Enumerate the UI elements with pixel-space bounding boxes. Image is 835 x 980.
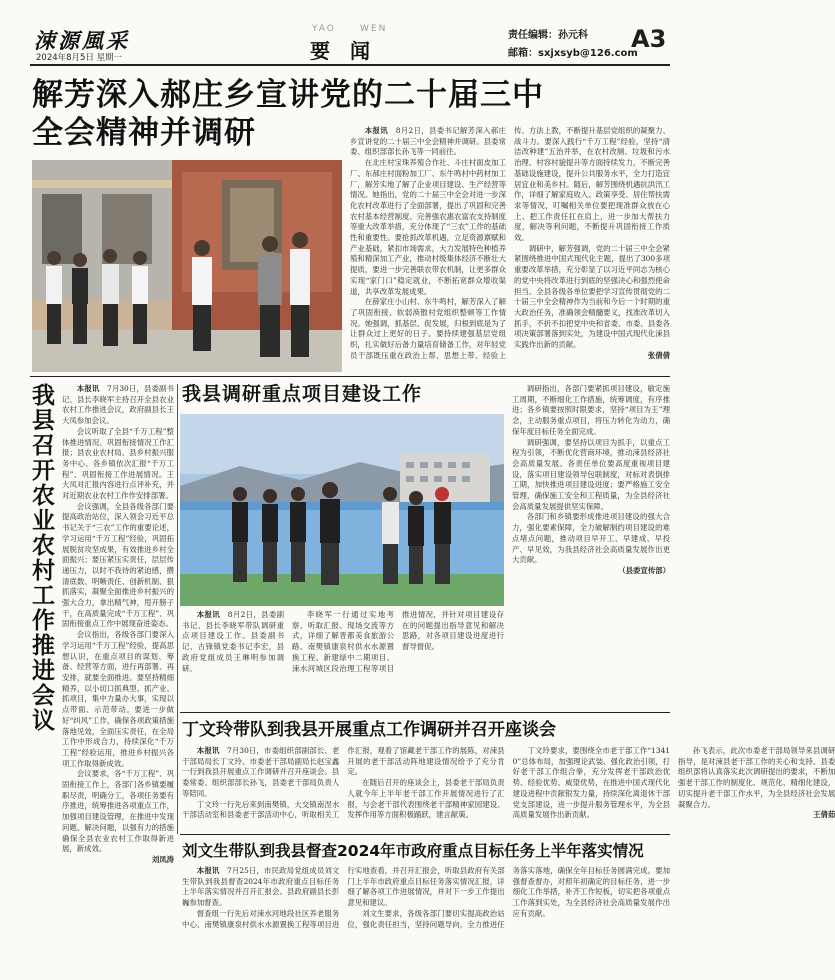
lead-date: 8月2日，: [395, 126, 430, 135]
agri-para-2: 会议听取了全县“千万工程”整体推进情况、巩固衔接情况工作汇报；县农业农村局、县乡村振兴服务中心、各乡镇依次汇报“千万工程”、巩固衔接工作进展情况。王大凤对汇报内容进行点评补充，并对近期农业农村工作作安排部署。: [62, 426, 174, 501]
liu-para-1: 市民政局党组成员刘文生带队到我县督查2024年市政府重点目标任务上半年落实情况并召开汇报会。县政府副县长彭巍参加督查。: [182, 866, 340, 908]
proj-photo: [180, 414, 504, 606]
agri-body: [62, 384, 174, 952]
dingwen-para-2: 丁文玲一行先后来到南樊镇，大交镇南涅水干部活动室和县委老干部活动中心，听取相关工作汇报，观看了馆藏老干部工作的展陈，对涑县开展的老干部活动阵地建设情况给予了充分肯定。: [182, 746, 505, 820]
lead-headline-line2: 全会精神并调研: [32, 115, 256, 151]
dingwen-byline: 本报讯: [196, 746, 220, 755]
agri-headline: 我县召开农业农村工作推进会议: [32, 383, 55, 734]
liu-body: [182, 866, 670, 958]
dingwen-headline: 丁文玲带队到我县开展重点工作调研并召开座谈会: [182, 720, 556, 740]
liu-para-2: 督查组一行先后对涑水河地段社区养老服务中心、南樊镇康泉村供水水源置换工程等项目进行实地查看，并召开汇报会，听取县政府有关部门上半年市政府重点目标任务落实情况汇报，详细了解各项工作进展情况，并对下一步工作提出意见和建议。: [182, 866, 505, 929]
dingwen-para-3: 在随后召开的座谈会上，县委老干部局负责人就今年上半年老干部工作开展情况进行了汇报，与会老干部代表围绕老干部精神家园建设、发挥作用等方面积极踊跃，建言献策。: [347, 778, 505, 820]
page-number: A3: [631, 25, 667, 53]
proj-body-lower: [182, 610, 504, 704]
proj-sign: （县委宣传部）: [618, 565, 670, 575]
lead-bottom-rule: [30, 376, 670, 377]
proj-para-5: 各部门和乡镇要形成推进项目建设的强大合力，强化要素保障，全力破解制约项目建设的难点堵点问题，推动项目早开工、早建成、早投产、早见效，为我县经济社会高质量发展作出更大贡献。: [512, 512, 670, 565]
issue-date: 2024年8月5日 星期一: [36, 53, 123, 63]
proj-body-right: [512, 384, 670, 704]
dingwen-author: 王倩茹: [813, 810, 835, 820]
agri-author: 刘凤涛: [151, 854, 174, 864]
dingwen-bottom-rule: [180, 834, 670, 835]
proj-para-1: 县委副书记、县长李晓军带队调研重点项目建设工作。县委副书记、古锋镇党委书记李宏，县政府党组成员王琳明参加调研。: [182, 610, 284, 673]
proj-bottom-rule: [180, 712, 670, 713]
lead-author: 张倩倩: [647, 350, 670, 360]
dingwen-date: 7月30日，: [226, 746, 265, 755]
lead-byline: 本报讯: [364, 126, 388, 135]
agri-para-3: 会议强调，全县各级各部门要提高政治站位，深入领会习近平总书记关于“三农”工作的重要论述，学习运用“千万工程”经验，巩固拓展脱贫攻坚成果，有效推进乡村全面振兴；要压紧压实责任，层层传递压力，以时不我待的紧迫感，攒清底数、明晰责任、创新机制、狠抓落实，凝聚全面推进乡村振兴的强大合力，拿出精气神，甩开膀子干，在高质量完成“千万工程”、巩固衔接重点工作中展现奋进姿态。: [62, 501, 174, 629]
agri-date: 7月30日，: [106, 384, 144, 393]
liu-headline: 刘文生带队到我县督查2024年市政府重点目标任务上半年落实情况: [182, 842, 644, 860]
liu-byline: 本报讯: [196, 866, 220, 875]
column-divider: [177, 384, 178, 834]
proj-para-3: 调研指出，各部门要紧抓项目建设，敏定施工周期，不断细化工作措施，统筹调度，有序推进；各乡镇要按照时限要求，坚持“项目为王”理念，主动服务重点项目，将压力转化为动力，确保年度目标任务全面完成。: [512, 384, 670, 436]
agri-byline: 本报讯: [76, 384, 100, 393]
agri-para-5: 会议要求，各“千万工程”、巩固衔接工作上，各部门各乡镇要履职尽责，明确分工，各项任务要有序推进，统筹推进各项重点工作，加强项目建设管理，在推进中发现问题、解决问题，以强有力的措施确保全县农业农村工作取得新进展，新成效。: [62, 769, 174, 854]
agri-para-1: 县委副书记、县长李晓军主持召开全县农业农村工作推进会议，政府副县长王大凤参加会议。: [62, 384, 174, 426]
proj-byline: 本报讯: [196, 610, 221, 619]
pinyin-yao: YAO: [312, 24, 336, 34]
masthead: [30, 22, 670, 62]
agri-para-4: 会议指出，各级各部门要深入学习运用“千万工程”经验，提高思想认识，在重点项目的谋划、筹备、经营等方面，进行再部署、再安排，就要全面推进。要坚持精细精养，以小切口抓典型、抓产业、抓项目，集中力量办大事，实现以点带面、示范带动。要进一步做好“纠风”工作，确保各项政策措施落地见效，全面压实责任，在全局工作中形成合力，持续深化“千万工程”经验运用，推进乡村振兴各项工作取得新成效。: [62, 630, 174, 768]
lead-para-3: 在薛家庄小山村、东牛鸣村，解芳深入了解了巩固衔接、软弱涣散村党组织整顿等工作情况。她强调，抓基层、促发展，归根到底是为了让群众过上更好的日子。要持续建强基层党组织，扎实做好后备力量培育储备工作，对年轻党员干部既压重在政治上帮、思想上带、经验上传、方法上教，不断提升基层党组织的凝聚力、战斗力。要深入践行“千万工程”经验，坚持“清洁改种建”五治并举，在农村改厕、垃圾和污水治理、村容村貌提升等方面持续发力，不断完善基础设施建设，提升公共服务水平，全力打造宜居宜业和美乡村。随后，解芳围绕机遇抗洪汛工作，详细了解家庭收入、政策享受、居住帮扶需求等情况，叮嘱相关单位要把现准群众放在心上、把工作责任扛在肩上，进一步加大帮扶力度，解决等利问题，不断提升巩固衔接工作质效。: [350, 126, 670, 360]
lead-headline-line1: 解芳深入郝庄乡宣讲党的二十届三中: [32, 77, 544, 113]
liu-para-3: 刘文生要求，各级各部门要切实提高政治站位，强化责任担当，坚持问题导向，全力推进任务落实落地，确保全年目标任务圆满完成。要加强督查督办，对照年初确定的目标任务，进一步细化工作举措，补齐工作短板，切实把各项重点工作落到实处，为全县经济社会高质量发展作出应有贡献。: [347, 866, 670, 929]
masthead-rule: [30, 64, 670, 66]
pinyin-wen: WEN: [360, 24, 388, 34]
proj-para-4: 调研强调，要坚持以项目为抓手，以重点工程为引领，不断优化营商环境，推动涑县经济社会高质量发展。各责任单位要高度重视项目建设，落实项目建设领导包联制度，对标对表倒排工期，加快推进项目建设进度；要严格施工安全管理，确保施工安全和工程质量，为全县经济社会高质量发展提供坚实保障。: [512, 437, 670, 511]
editor-email: 邮箱：sxjxsyb@126.com: [508, 48, 638, 59]
dingwen-para-5: 孙飞表示，此次市委老干部局领导来县调研指导，是对涑县老干部工作的关心和支持。县委组织部将认真落实此次调研提出的要求，不断加强老干部工作的制度化、规范化、精细化建设，切实提升老干部工作水平，为全县经济社会发展凝聚合力。: [677, 746, 835, 809]
lead-para-1: 县委书记解芳深入郝庄乡宣讲党的二十届三中全会精神并调研。县委常委、组织部部长孙飞等一同前往。: [350, 126, 506, 157]
editor-name: 责任编辑：孙元科: [508, 30, 588, 41]
dingwen-body: [182, 746, 835, 828]
lead-body: [350, 126, 670, 372]
proj-para-2: 李晓军一行通过实地考察、听取汇报、现场交流等方式，详细了解晋都美食旅游公路、南樊镇康泉村供水水源置换工程、新建绿中二期项目、涑水河城区段治理工程等项目推进情况，并针对项目建设存在的问题提出指导意见和解决思路，对各项目建设进度进行督导督促。: [292, 610, 504, 673]
proj-headline: 我县调研重点项目建设工作: [182, 383, 423, 405]
dingwen-para-1: 市委组织部副部长、老干部局局长丁文玲、市委老干部局副局长赵宝鑫一行到我县开展重点工作调研并召开座谈会。县委常委、组织部部长孙飞，县委老干部局负责人等陪同。: [182, 746, 340, 798]
liu-date: 7月25日，: [226, 866, 265, 875]
proj-date: 8月2日，: [227, 610, 262, 619]
lead-para-4: 调研中，解芳强调，党的二十届三中全会紧紧围绕推进中国式现代化主题，提出了300多项重要改革举措，充分彰显了以习近平同志为核心的党中央将改革进行到底的坚强决心和强烈使命担当。全县各级各单位要把学习宣传贯彻党的二十届三中全会精神作为当前和今后一个时期的重大政治任务，准确领会精髓要义，找准改革切入抓手，不折不扣把党中央和省委、市委、县委各项决策部署落到实处，为建设中国式现代化涑县实践作出新的贡献。: [514, 243, 670, 350]
section-logo: 涑源風采: [34, 28, 130, 53]
page-section-title: 要 闻: [310, 39, 370, 63]
lead-photo: [32, 160, 342, 372]
dingwen-para-4: 丁文玲要求，要围绕全市老干部工作“13410”总体布局，加强理论武装、强化政治引领，打好老干部工作组合拳，充分发挥老干部政治优势、经验优势、威望优势，在推进中国式现代化建设进程中贡献银发力量，持续深化离退休干部党支部建设，进一步提升服务管理水平，为全县高质量发展作出新贡献。: [512, 746, 670, 820]
lead-para-2: 在北庄村宝珠养殖合作社、斗庄村面皮加工厂、东郝庄村面粉加工厂、东牛鸣村中药材加工厂，解芳实地了解了企业项目建设、生产经营等情况。她指出，党的二十届三中全会对进一步深化农村改革进行了全面部署，提出了巩固和完善农村基本经营制度、完善强农惠农富农支持制度等重大改革举措，充分体现了“三农”工作的基础性和重要性。要抢抓改革机遇，立足资源禀赋和产业基础，紧扣市场需求，大力发展特色种植养殖和精深加工产业，推动村级集体经济不断壮大提质，要进一步完善联农带农机制，让更多群众实现“家门口”稳定就业，不断拓宽群众增收渠道，共享改革发展成果。: [350, 158, 506, 296]
